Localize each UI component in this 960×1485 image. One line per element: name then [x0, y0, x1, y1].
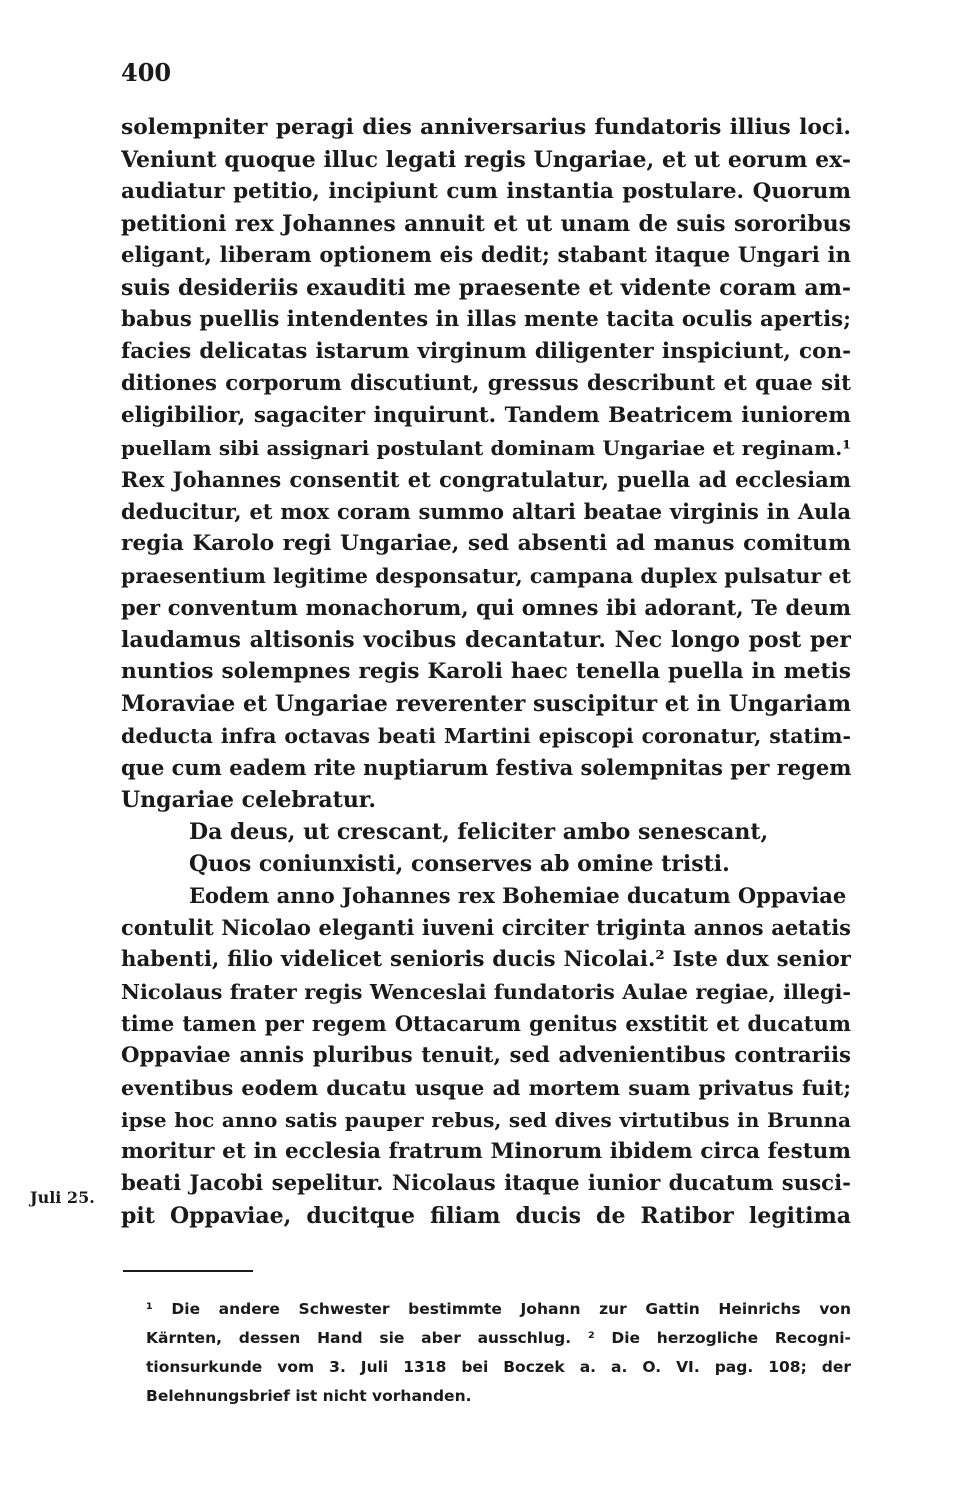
text-line: petitioni rex Johannes annuit et ut unam de suis sororibus [121, 211, 851, 237]
text-line: suis desideriis exauditi me praesente et vidente coram am- [121, 275, 851, 301]
text-line: praesentium legitime desponsatur, campana duplex pulsatur et [121, 564, 851, 588]
text-line: laudamus altisonis vocibus decantatur. Nec longo post per [121, 627, 851, 653]
page-number: 400 [121, 58, 172, 87]
text-line: Rex Johannes consentit et congratulatur, puella ad ecclesiam [121, 467, 851, 492]
text-line: ipse hoc anno satis pauper rebus, sed dives virtutibus in Brunna [121, 1108, 851, 1132]
text-line: Veniunt quoque illuc legati regis Ungariae, et ut eorum ex- [121, 147, 851, 173]
text-line: Ungariae celebratur. [121, 787, 377, 813]
footnote-line: Belehnungsbrief ist nicht vorhanden. [146, 1387, 472, 1405]
main-text [121, 112, 851, 1232]
text-line: solempniter peragi dies anniversarius fundatoris illius loci. [121, 115, 851, 140]
verse-line: Da deus, ut crescant, feliciter ambo senescant, [189, 819, 769, 845]
text-line: time tamen per regem Ottacarum genitus exstitit et ducatum [121, 1011, 851, 1036]
text-line: babus puellis intendentes in illas mente tacita oculis apertis; [121, 307, 851, 332]
text-line: que cum eadem rite nuptiarum festiva solempnitas per regem [121, 755, 851, 780]
text-line: facies delicatas istarum virginum diligenter inspiciunt, con- [121, 339, 851, 364]
footnote-divider [123, 1270, 253, 1272]
text-line: moritur et in ecclesia fratrum Minorum ibidem circa festum [121, 1139, 851, 1164]
footnote-line: tionsurkunde vom 3. Juli 1318 bei Boczek a. a. O. VI. pag. 108; der [146, 1358, 851, 1376]
text-line: per conventum monachorum, qui omnes ibi adorant, Te deum [121, 595, 851, 620]
text-line: deducta infra octavas beati Martini episcopi coronatur, statim- [121, 724, 851, 748]
text-line: eventibus eodem ducatu usque ad mortem suam privatus fuit; [121, 1076, 851, 1100]
text-line: puellam sibi assignari postulant dominam Ungariae et reginam.¹ [121, 436, 851, 460]
text-line: Moraviae et Ungariae reverenter suscipitur et in Ungariam [121, 691, 851, 717]
text-line: contulit Nicolao eleganti iuveni circiter triginta annos aetatis [121, 915, 851, 940]
text-line: Oppaviae annis pluribus tenuit, sed advenientibus contrariis [121, 1043, 851, 1068]
text-line: nuntios solempnes regis Karoli haec tenella puella in metis [121, 659, 851, 684]
text-line: ditiones corporum discutiunt, gressus describunt et quae sit [121, 371, 851, 396]
text-line: habenti, filio videlicet senioris ducis Nicolai.² Iste dux senior [121, 947, 851, 972]
text-line: deducitur, et mox coram summo altari beatae virginis in Aula [121, 499, 851, 524]
text-line: pit Oppaviae, ducitque filiam ducis de Ratibor legitima [121, 1203, 851, 1229]
text-line: eligant, liberam optionem eis dedit; stabant itaque Ungari in [121, 243, 851, 268]
margin-date-note: Juli 25. [30, 1188, 95, 1207]
paragraph-start-line: Eodem anno Johannes rex Bohemiae ducatum Oppaviae [189, 883, 847, 908]
text-line: regia Karolo regi Ungariae, sed absenti ad manus comitum [121, 531, 851, 556]
footnote-line: Kärnten, dessen Hand sie aber ausschlug. ² Die herzogliche Recogni- [146, 1329, 851, 1347]
footnotes [146, 1295, 851, 1411]
text-line: beati Jacobi sepelitur. Nicolaus itaque iunior ducatum susci- [121, 1171, 851, 1196]
text-line: audiatur petitio, incipiunt cum instantia postulare. Quorum [121, 179, 851, 204]
footnote-line: ¹ Die andere Schwester bestimmte Johann zur Gattin Heinrichs von [146, 1300, 851, 1318]
verse-line: Quos coniunxisti, conserves ab omine tristi. [189, 851, 730, 877]
text-line: eligibilior, sagaciter inquirunt. Tandem Beatricem iuniorem [121, 403, 851, 428]
text-line: Nicolaus frater regis Wenceslai fundatoris Aulae regiae, illegi- [121, 980, 851, 1004]
